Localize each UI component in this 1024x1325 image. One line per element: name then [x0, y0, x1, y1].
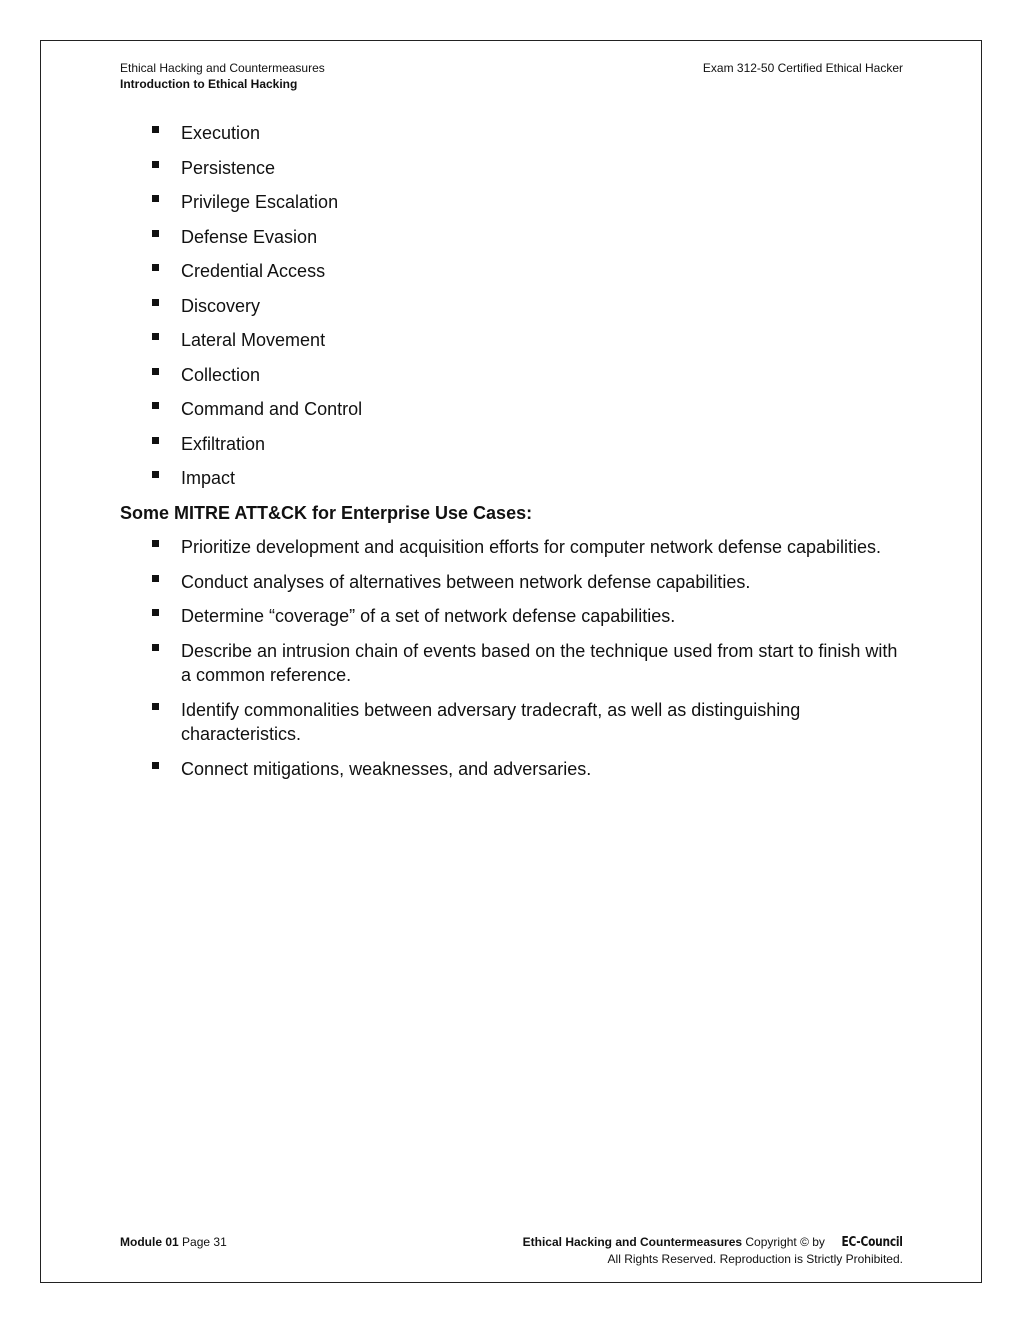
footer-module: Module 01 — [120, 1235, 179, 1249]
list-item — [120, 639, 900, 688]
list-item — [120, 190, 900, 215]
bullet-icon — [152, 644, 159, 651]
header-course-title: Ethical Hacking and Countermeasures — [120, 61, 325, 75]
bullet-icon — [152, 333, 159, 340]
list-item-text: Impact — [181, 468, 236, 488]
list-item — [120, 328, 900, 353]
list-item-text: Execution — [181, 123, 261, 143]
list-item — [120, 259, 900, 284]
list-item-text: Connect mitigations, weaknesses, and adversaries. — [181, 758, 592, 779]
tactics-list — [120, 121, 900, 491]
list-item-text: Describe an intrusion chain of events based on the technique used from start to finish with a common reference. — [181, 640, 898, 685]
section-heading: Some MITRE ATT&CK for Enterprise Use Cases: — [120, 502, 533, 523]
bullet-icon — [152, 195, 159, 202]
list-item — [120, 535, 900, 560]
footer-rights: All Rights Reserved. Reproduction is Strictly Prohibited. — [607, 1252, 903, 1266]
list-item — [120, 397, 900, 422]
bullet-icon — [152, 437, 159, 444]
page-footer-right — [523, 1234, 903, 1267]
header-module-title: Introduction to Ethical Hacking — [120, 77, 298, 91]
page-content — [120, 121, 900, 791]
list-item — [120, 604, 900, 629]
list-item-text: Determine “coverage” of a set of network defense capabilities. — [181, 606, 676, 626]
list-item-text: Command and Control — [181, 399, 363, 419]
bullet-icon — [152, 230, 159, 237]
bullet-icon — [152, 575, 159, 582]
bullet-icon — [152, 703, 159, 710]
use-cases-list — [120, 535, 900, 781]
list-item-text: Conduct analyses of alternatives between network defense capabilities. — [181, 571, 751, 592]
list-item — [120, 225, 900, 250]
bullet-icon — [152, 471, 159, 478]
list-item — [120, 363, 900, 388]
list-item-text: Prioritize development and acquisition efforts for computer network defense capabilities. — [181, 537, 882, 557]
list-item-text: Credential Access — [181, 261, 326, 281]
bullet-icon — [152, 126, 159, 133]
footer-course: Ethical Hacking and Countermeasures — [522, 1235, 743, 1249]
list-item-text: Collection — [181, 364, 261, 385]
header-exam-title: Exam 312-50 Certified Ethical Hacker — [702, 61, 903, 75]
bullet-icon — [152, 264, 159, 271]
footer-page-number: Page 31 — [182, 1235, 227, 1249]
list-item-text: Defense Evasion — [181, 226, 318, 247]
bullet-icon — [152, 402, 159, 409]
page-footer-left — [120, 1234, 227, 1250]
list-item — [120, 432, 900, 457]
list-item — [120, 698, 900, 747]
list-item — [120, 757, 900, 782]
bullet-icon — [152, 609, 159, 616]
list-item-text: Persistence — [181, 157, 276, 178]
list-item-text: Identify commonalities between adversary tradecraft, as well as distinguishing characteristics. — [181, 699, 801, 744]
list-item — [120, 466, 900, 491]
bullet-icon — [152, 540, 159, 547]
list-item-text: Exfiltration — [181, 433, 266, 454]
ec-council-logo: EC-Council — [841, 1235, 903, 1250]
bullet-icon — [152, 299, 159, 306]
list-item-text: Discovery — [181, 295, 261, 316]
footer-copyright: Copyright © by — [745, 1235, 825, 1249]
bullet-icon — [152, 762, 159, 769]
list-item — [120, 156, 900, 181]
page-header-left — [120, 60, 325, 92]
list-item — [120, 570, 900, 595]
list-item-text: Privilege Escalation — [181, 192, 339, 212]
bullet-icon — [152, 368, 159, 375]
list-item — [120, 294, 900, 319]
list-item-text: Lateral Movement — [181, 330, 326, 350]
bullet-icon — [152, 161, 159, 168]
list-item — [120, 121, 900, 146]
